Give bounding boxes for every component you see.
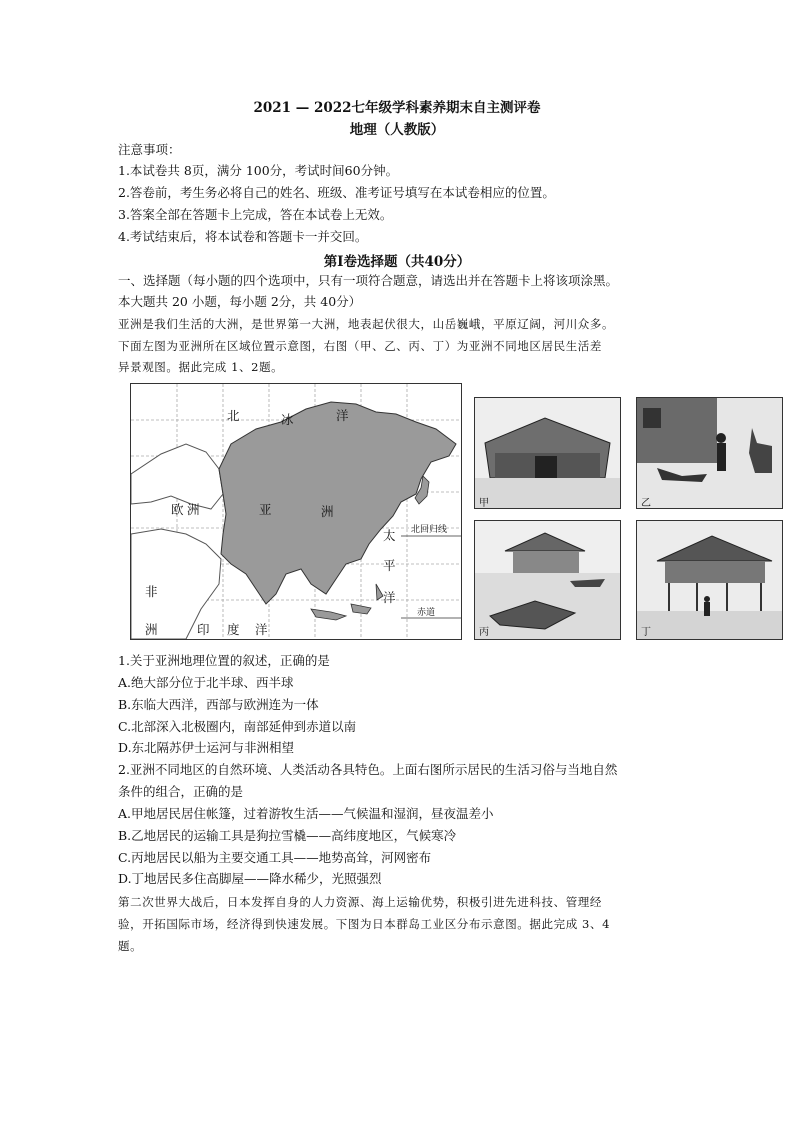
- stilt-house-illustration: [637, 521, 782, 639]
- passage-line: 亚洲是我们生活的大洲，是世界第一大洲，地表起伏很大，山岳巍峨，平原辽阔，河川众多。: [118, 317, 615, 331]
- question-option[interactable]: C.北部深入北极圈内，南部延伸到赤道以南: [118, 719, 357, 734]
- notice-heading: 注意事项：: [118, 142, 181, 157]
- map-label: 欧: [171, 502, 184, 517]
- picture-ding: [636, 520, 783, 640]
- question-option[interactable]: D.东北隔苏伊士运河与非洲相望: [118, 740, 295, 755]
- question-option[interactable]: D.丁地居民多住高脚屋——降水稀少，光照强烈: [118, 871, 382, 886]
- question-2-stem: 条件的组合，正确的是: [118, 784, 244, 799]
- picture-yi: [636, 397, 783, 509]
- map-label-tropic: 北回归线: [411, 525, 448, 535]
- asia-location-map: [130, 383, 462, 640]
- picture-label: 乙: [641, 498, 651, 509]
- picture-label: 丁: [641, 627, 651, 638]
- passage-line: 验，开拓国际市场，经济得到快速发展。下图为日本群岛工业区分布示意图。据此完成 3、4: [118, 917, 610, 931]
- map-label-equator: 赤道: [417, 608, 436, 618]
- picture-label: 丙: [479, 627, 489, 638]
- map-label: 洲: [187, 502, 200, 517]
- map-label: 洲: [145, 622, 158, 637]
- notice-item: 4.考试结束后，将本试卷和答题卡一并交回。: [118, 229, 368, 244]
- picture-label: 甲: [479, 498, 489, 509]
- section-intro: 本大题共 20 小题，每小题 2分，共 40分）: [118, 294, 362, 309]
- notice-item: 3.答案全部在答题卡上完成，答在本试卷上无效。: [118, 207, 393, 222]
- passage-line: 第二次世界大战后，日本发挥自身的人力资源、海上运输优势，积极引进先进科技、管理经: [118, 895, 602, 909]
- question-1-stem: 1.关于亚洲地理位置的叙述，正确的是: [118, 653, 330, 668]
- passage-line: 题。: [118, 939, 143, 953]
- notice-item: 1.本试卷共 8页，满分 100分，考试时间60分钟。: [118, 163, 399, 178]
- map-label: 度: [227, 622, 240, 637]
- section-title: 第Ⅰ卷选择题（共40分）: [323, 254, 471, 270]
- map-label: 洲: [321, 504, 334, 519]
- map-label: 洋: [336, 408, 349, 423]
- passage-line: 异景观图。据此完成 1、2题。: [118, 360, 284, 374]
- map-label: 北: [227, 408, 240, 423]
- sled-scene-illustration: [637, 398, 782, 508]
- exam-title: 2021 — 2022七年级学科素养期末自主测评卷: [253, 100, 541, 116]
- map-label: 平: [383, 558, 396, 573]
- section-intro: 一、选择题（每小题的四个选项中，只有一项符合题意，请选出并在答题卡上将该项涂黑。: [118, 273, 619, 288]
- question-option[interactable]: B.东临大西洋，西部与欧洲连为一体: [118, 697, 319, 712]
- question-option[interactable]: C.丙地居民以船为主要交通工具——地势高耸，河网密布: [118, 850, 432, 865]
- exam-subtitle: 地理（人教版）: [349, 122, 445, 138]
- passage-line: 下面左图为亚洲所在区域位置示意图，右图（甲、乙、丙、丁）为亚洲不同地区居民生活差: [118, 339, 602, 353]
- map-label: 洋: [255, 622, 268, 637]
- map-label: 洋: [383, 590, 396, 605]
- question-option[interactable]: B.乙地居民的运输工具是狗拉雪橇——高纬度地区，气候寒冷: [118, 828, 457, 843]
- question-2-stem: 2.亚洲不同地区的自然环境、人类活动各具特色。上面右图所示居民的生活习俗与当地自然: [118, 762, 618, 777]
- question-option[interactable]: A.绝大部分位于北半球、西半球: [118, 675, 294, 690]
- picture-bing: [474, 520, 621, 640]
- notice-item: 2.答卷前，考生务必将自己的姓名、班级、准考证号填写在本试卷相应的位置。: [118, 185, 555, 200]
- map-label: 太: [383, 528, 396, 543]
- map-label: 印: [197, 622, 210, 637]
- map-label: 亚: [259, 502, 272, 517]
- map-label: 冰: [281, 412, 294, 427]
- picture-jia: [474, 397, 621, 509]
- map-label: 非: [145, 584, 158, 599]
- boat-scene-illustration: [475, 521, 620, 639]
- question-option[interactable]: A.甲地居民居住帐篷，过着游牧生活——气候温和湿润，昼夜温差小: [118, 806, 494, 821]
- tent-scene-illustration: [475, 398, 620, 508]
